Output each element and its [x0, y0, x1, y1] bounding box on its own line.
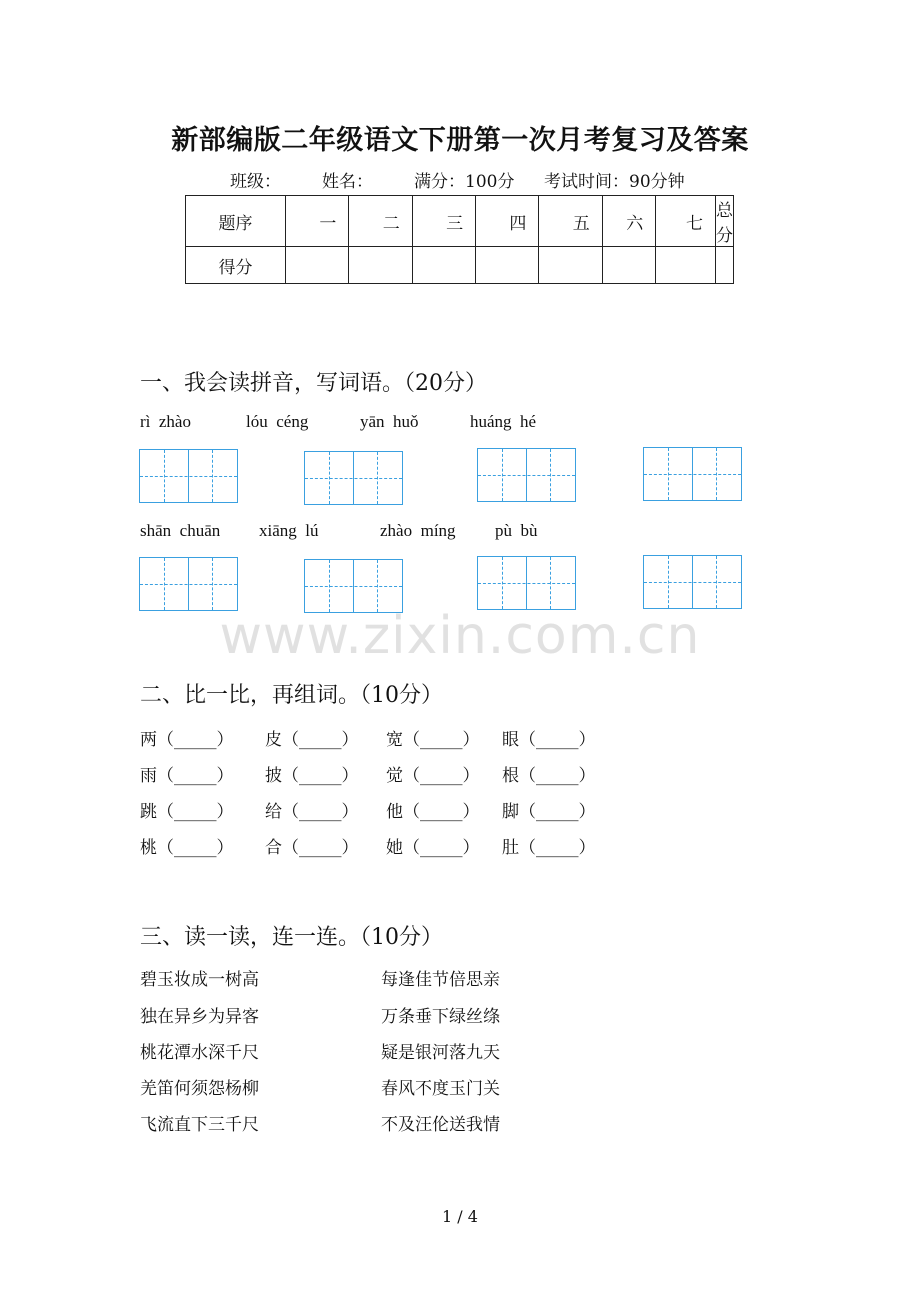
- writing-grid[interactable]: [139, 449, 238, 503]
- word-blank[interactable]: 披（_____）: [265, 766, 359, 786]
- poem-line-left[interactable]: 飞流直下三千尺: [140, 1115, 259, 1135]
- class-label: 班级：: [230, 172, 281, 192]
- score-input-cell[interactable]: [349, 247, 412, 284]
- section3-heading: 三、读一读，连一连。（10分）: [140, 925, 443, 950]
- pinyin: zhào míng: [380, 521, 456, 540]
- page-title: 新部编版二年级语文下册第一次月考复习及答案: [171, 125, 749, 156]
- table-cell: 总分: [716, 196, 734, 247]
- score-input-cell[interactable]: [476, 247, 539, 284]
- word-blank[interactable]: 两（_____）: [140, 730, 234, 750]
- table-cell: 七: [656, 196, 716, 247]
- score-table-score-row: [186, 247, 734, 284]
- word-blank[interactable]: 他（_____）: [386, 802, 480, 822]
- score-table-header-row: [186, 196, 734, 247]
- writing-grid[interactable]: [139, 557, 238, 611]
- word-blank[interactable]: 眼（_____）: [502, 730, 596, 750]
- pinyin: lóu céng: [246, 412, 309, 431]
- table-cell: 六: [602, 196, 655, 247]
- score-table: [185, 195, 734, 284]
- score-input-cell[interactable]: [602, 247, 655, 284]
- word-blank[interactable]: 皮（_____）: [265, 730, 359, 750]
- poem-line-right[interactable]: 春风不度玉门关: [381, 1079, 500, 1099]
- word-blank[interactable]: 根（_____）: [502, 766, 596, 786]
- word-blank[interactable]: 肚（_____）: [502, 838, 596, 858]
- section2-heading: 二、比一比，再组词。（10分）: [140, 683, 443, 708]
- pinyin: pù bù: [495, 521, 538, 540]
- poem-line-left[interactable]: 桃花潭水深千尺: [140, 1043, 259, 1063]
- word-blank[interactable]: 跳（_____）: [140, 802, 234, 822]
- table-cell: 得分: [186, 247, 286, 284]
- section1-heading: 一、我会读拼音，写词语。（20分）: [140, 371, 487, 396]
- name-label: 姓名：: [322, 172, 373, 192]
- writing-grid[interactable]: [304, 451, 403, 505]
- word-blank[interactable]: 她（_____）: [386, 838, 480, 858]
- full-score: 满分：100分: [414, 172, 515, 192]
- score-input-cell[interactable]: [539, 247, 602, 284]
- pinyin: shān chuān: [140, 521, 221, 540]
- poem-line-left[interactable]: 独在异乡为异客: [140, 1007, 259, 1027]
- word-blank[interactable]: 给（_____）: [265, 802, 359, 822]
- writing-grid[interactable]: [477, 448, 576, 502]
- writing-grid[interactable]: [643, 447, 742, 501]
- word-blank[interactable]: 桃（_____）: [140, 838, 234, 858]
- poem-line-right[interactable]: 不及汪伦送我情: [381, 1115, 500, 1135]
- table-cell: 一: [286, 196, 349, 247]
- word-blank[interactable]: 宽（_____）: [386, 730, 480, 750]
- writing-grid[interactable]: [643, 555, 742, 609]
- pinyin: yān huǒ: [360, 412, 419, 431]
- score-input-cell[interactable]: [716, 247, 734, 284]
- table-cell: 题序: [186, 196, 286, 247]
- pinyin: huáng hé: [470, 412, 537, 431]
- poem-line-left[interactable]: 羌笛何须怨杨柳: [140, 1079, 259, 1099]
- word-blank[interactable]: 觉（_____）: [386, 766, 480, 786]
- word-blank[interactable]: 合（_____）: [265, 838, 359, 858]
- table-cell: 五: [539, 196, 602, 247]
- pinyin: xiāng lú: [259, 521, 319, 540]
- poem-line-left[interactable]: 碧玉妆成一树高: [140, 970, 259, 990]
- poem-line-right[interactable]: 万条垂下绿丝绦: [381, 1007, 500, 1027]
- word-blank[interactable]: 雨（_____）: [140, 766, 234, 786]
- table-cell: 三: [412, 196, 475, 247]
- poem-line-right[interactable]: 疑是银河落九天: [381, 1043, 500, 1063]
- table-cell: 二: [349, 196, 412, 247]
- exam-time: 考试时间：90分钟: [544, 172, 685, 192]
- writing-grid[interactable]: [304, 559, 403, 613]
- table-cell: 四: [476, 196, 539, 247]
- writing-grid[interactable]: [477, 556, 576, 610]
- word-blank[interactable]: 脚（_____）: [502, 802, 596, 822]
- score-input-cell[interactable]: [656, 247, 716, 284]
- score-input-cell[interactable]: [412, 247, 475, 284]
- pinyin: rì zhào: [140, 412, 191, 431]
- poem-line-right[interactable]: 每逢佳节倍思亲: [381, 970, 500, 990]
- watermark: www.zixin.com.cn: [219, 606, 701, 666]
- page-number: 1 / 4: [442, 1207, 478, 1226]
- score-input-cell[interactable]: [286, 247, 349, 284]
